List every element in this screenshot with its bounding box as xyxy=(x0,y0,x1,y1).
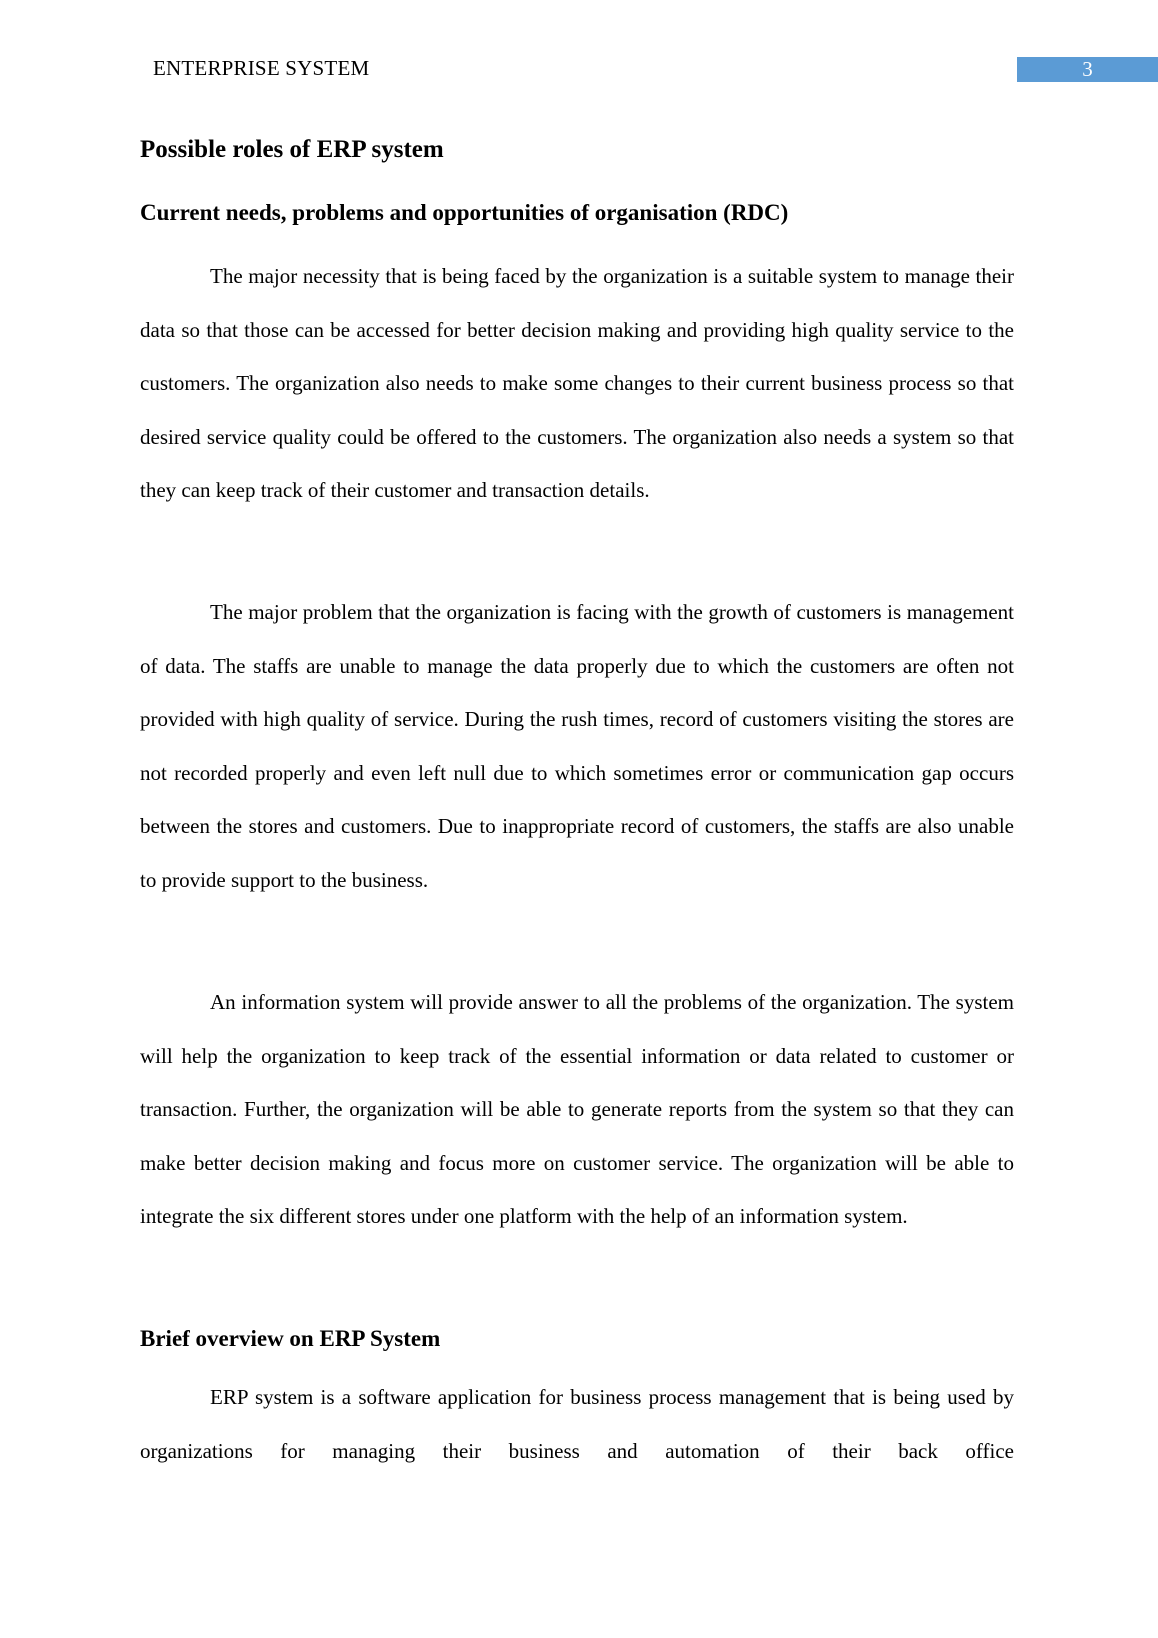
paragraph-needs: The major necessity that is being faced by the organization is a suitable system to manage their data so that those can be accessed for better decision making and providing high quality service to the customers. The organization also needs to make some changes to their current business process so that desired service quality could be offered to the customers. The organization also needs a system so that they can keep track of their customer and transaction details. xyxy=(140,264,1014,502)
paragraph-erp-overview: ERP system is a software application for business process management that is being used by organizations for managing their business and automation of their back office xyxy=(140,1385,1014,1463)
subsection-heading-overview: Brief overview on ERP System xyxy=(140,1326,441,1351)
paragraph-problems: The major problem that the organization is facing with the growth of customers is management of data. The staffs are unable to manage the data properly due to which the customers are often not provided with high quality of service. During the rush times, record of customers visiting the stores are not recorded properly and even left null due to which sometimes error or communication gap occurs between the stores and customers. Due to inappropriate record of customers, the staffs are also unable to provide support to the business. xyxy=(140,600,1014,892)
page-number-badge: 3 xyxy=(1017,57,1158,82)
section-heading: Possible roles of ERP system xyxy=(140,136,444,163)
running-header-title: ENTERPRISE SYSTEM xyxy=(153,56,370,80)
subsection-heading-current-needs: Current needs, problems and opportunities of organisation (RDC) xyxy=(140,200,789,225)
paragraph-opportunities: An information system will provide answer to all the problems of the organization. The system will help the organization to keep track of the essential information or data related to customer or transaction. Further, the organization will be able to generate reports from the system so that they can make better decision making and focus more on customer service. The organization will be able to integrate the six different stores under one platform with the help of an information system. xyxy=(140,990,1014,1228)
